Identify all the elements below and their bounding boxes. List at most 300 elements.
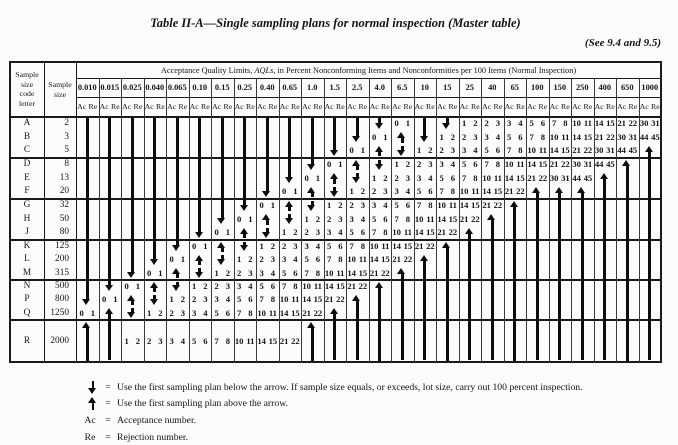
re-value: 15 (291, 307, 300, 318)
ac-value: 7 (304, 267, 309, 278)
ac-value: 7 (236, 307, 242, 318)
aql-banner-suffix: , in Percent Nonconforming Items and Nonconformities per 100 Items (Normal Inspection) (273, 66, 577, 75)
ac-value: 5 (349, 227, 354, 238)
re-value: 22 (493, 200, 503, 210)
ac-value: 1 (281, 227, 287, 238)
ac-value: 0 (101, 294, 107, 305)
ac-value: 10 (347, 254, 356, 265)
re-value: 31 (561, 172, 570, 183)
ac-value: 7 (281, 281, 287, 291)
ac-value: 21 (392, 254, 401, 265)
re-value: 4 (338, 227, 343, 238)
ac-label: Ac (549, 102, 559, 111)
ac-value: 3 (304, 241, 309, 251)
re-value: 8 (360, 241, 366, 251)
sample-size-cell: 2000 (50, 336, 69, 346)
re-label: Re (381, 102, 390, 111)
re-value: 22 (516, 186, 525, 197)
ac-value: 3 (371, 200, 377, 210)
ac-value: 5 (484, 145, 489, 156)
sample-size-cell: 1250 (50, 307, 69, 318)
ac-value: 3 (326, 227, 332, 238)
re-value: 3 (203, 294, 208, 305)
ac-value: 7 (259, 294, 264, 305)
ac-value: 7 (461, 172, 467, 183)
aql-column-header: 15 (443, 83, 452, 92)
ac-label: Ac (459, 102, 469, 111)
ac-value: 5 (214, 307, 219, 318)
re-value: 4 (473, 145, 478, 156)
re-label: Re (313, 102, 323, 111)
re-label: Re (538, 102, 548, 111)
ac-label: Ac (257, 102, 267, 111)
ac-label: Ac (414, 102, 424, 111)
aql-column-header: 0.065 (167, 83, 187, 92)
code-letter-cell: B (23, 131, 31, 142)
ac-value: 3 (416, 172, 422, 183)
ac-value: 5 (506, 131, 512, 142)
ac-label: Ac (437, 102, 447, 111)
ac-value: 21 (347, 281, 356, 291)
re-value: 2 (338, 200, 343, 210)
re-value: 1 (180, 254, 186, 265)
re-value: 31 (628, 131, 638, 142)
ac-value: 5 (281, 267, 287, 278)
ac-value: 30 (572, 159, 581, 169)
re-value: 4 (383, 200, 388, 210)
ac-value: 7 (326, 254, 332, 265)
code-letter-cell: H (23, 213, 31, 224)
sample-size-cell: 32 (59, 200, 69, 210)
re-value: 1 (315, 172, 321, 183)
ac-value: 10 (257, 307, 266, 318)
re-value: 15 (471, 200, 480, 210)
re-label: Re (178, 102, 188, 111)
re-value: 45 (651, 131, 660, 142)
ac-label: Ac (77, 102, 87, 111)
ac-value: 10 (369, 241, 379, 251)
re-label: Re (561, 102, 570, 111)
legend-equals-sign: = (105, 414, 111, 426)
ac-value: 0 (169, 254, 174, 265)
table-title: Table II-A—Single sampling plans for normal inspection (Master table) (150, 16, 521, 30)
ac-value: 21 (324, 294, 334, 305)
aql-column-header: 250 (575, 83, 589, 92)
ac-value: 14 (302, 294, 311, 305)
ac-value: 3 (394, 186, 399, 197)
ac-label: Ac (324, 102, 334, 111)
ac-value: 14 (324, 281, 334, 291)
re-value: 15 (516, 172, 525, 183)
down-arrowhead-icon (88, 388, 96, 394)
ac-value: 10 (279, 294, 289, 305)
ac-value: 21 (527, 172, 536, 183)
re-value: 4 (428, 172, 433, 183)
re-value: 8 (405, 213, 411, 224)
re-label: Re (291, 102, 300, 111)
re-value: 22 (336, 294, 345, 305)
re-value: 8 (473, 172, 478, 183)
ac-value: 21 (482, 200, 491, 210)
ac-value: 44 (617, 145, 626, 156)
aql-column-header: 0.15 (214, 83, 230, 92)
re-value: 11 (246, 336, 255, 346)
sample-size-cell: 800 (55, 294, 69, 305)
legend-equals-sign: = (105, 381, 111, 393)
re-value: 2 (203, 281, 208, 291)
ac-label: Ac (482, 102, 492, 111)
re-value: 6 (428, 186, 433, 197)
re-value: 6 (225, 307, 231, 318)
sample-size-cell: 500 (55, 281, 69, 291)
ac-value: 5 (394, 200, 399, 210)
re-value: 6 (473, 159, 478, 169)
ac-label: Ac (302, 102, 312, 111)
re-value: 22 (426, 241, 435, 251)
re-value: 4 (248, 281, 253, 291)
re-value: 22 (403, 254, 413, 265)
re-value: 6 (203, 336, 208, 346)
re-value: 45 (583, 172, 593, 183)
re-value: 4 (495, 131, 501, 142)
aql-column-header: 0.40 (259, 83, 275, 92)
legend-equals-sign: = (105, 431, 111, 443)
re-value: 4 (203, 307, 208, 318)
re-label: Re (156, 102, 165, 111)
re-value: 15 (606, 118, 615, 128)
re-label: Re (246, 102, 255, 111)
ac-value: 14 (504, 172, 514, 183)
ac-value: 2 (326, 213, 332, 224)
legend-text: Use the first sampling plan above the arrow. (117, 398, 289, 409)
re-value: 3 (405, 172, 411, 183)
ac-label: Ac (347, 102, 357, 111)
ac-value: 2 (169, 307, 174, 318)
re-label: Re (583, 102, 593, 111)
re-value: 22 (313, 307, 323, 318)
re-value: 22 (628, 118, 638, 128)
ac-value: 10 (482, 172, 491, 183)
re-value: 6 (338, 241, 343, 251)
ac-value: 14 (347, 267, 356, 278)
ac-value: 30 (617, 131, 626, 142)
re-value: 3 (338, 213, 343, 224)
re-value: 1 (158, 267, 163, 278)
ac-value: 21 (279, 336, 289, 346)
sample-size-cell: 20 (59, 186, 69, 197)
aql-column-header: 1000 (641, 83, 659, 92)
re-value: 2 (473, 118, 478, 128)
re-label: Re (201, 102, 210, 111)
ac-value: 14 (392, 241, 401, 251)
re-value: 3 (383, 186, 388, 197)
re-value: 15 (313, 294, 323, 305)
ac-value: 10 (234, 336, 244, 346)
ac-label: Ac (279, 102, 289, 111)
ac-value: 2 (349, 200, 354, 210)
re-value: 15 (403, 241, 413, 251)
aql-column-header: 100 (530, 83, 544, 92)
re-value: 11 (291, 294, 300, 305)
ac-value: 2 (439, 145, 444, 156)
ac-value: 3 (281, 254, 287, 265)
re-value: 8 (293, 281, 298, 291)
re-value: 22 (381, 267, 390, 278)
ac-value: 3 (191, 307, 197, 318)
re-value: 2 (405, 159, 411, 169)
aql-column-header: 6.5 (397, 83, 408, 92)
ac-value: 10 (302, 281, 311, 291)
ac-value: 5 (439, 172, 444, 183)
ac-value: 10 (324, 267, 334, 278)
ac-value: 44 (572, 172, 581, 183)
aql-column-header: 10 (420, 83, 429, 92)
sample-size-cell: 50 (59, 213, 69, 224)
aql-column-header: 2.5 (352, 83, 363, 92)
re-value: 11 (268, 307, 277, 318)
ac-value: 21 (617, 118, 626, 128)
re-value: 4 (293, 254, 298, 265)
code-letter-cell: J (25, 227, 29, 238)
sample-size-cell: 125 (55, 241, 69, 251)
ac-value: 3 (214, 294, 219, 305)
re-value: 11 (516, 159, 525, 169)
re-label: Re (111, 102, 120, 111)
ac-value: 14 (549, 145, 559, 156)
re-value: 22 (561, 159, 570, 169)
re-value: 31 (651, 118, 660, 128)
re-label: Re (651, 102, 660, 111)
re-value: 8 (540, 131, 546, 142)
ac-value: 7 (551, 118, 557, 128)
re-value: 11 (493, 172, 502, 183)
ac-value: 7 (214, 336, 219, 346)
legend-text: Use the first sampling plan below the arrow. If sample size equals, or exceeds, lot size, carry out 100 percent inspection. (117, 381, 583, 393)
ac-value: 10 (437, 200, 446, 210)
ac-value: 0 (79, 307, 84, 318)
ac-value: 1 (304, 213, 309, 224)
ac-value: 5 (191, 336, 197, 346)
re-value: 22 (583, 145, 593, 156)
ac-value: 30 (594, 145, 604, 156)
ac-value: 3 (169, 336, 174, 346)
ac-value: 10 (549, 131, 559, 142)
ac-value: 5 (326, 241, 332, 251)
re-value: 15 (336, 281, 345, 291)
re-value: 11 (336, 267, 345, 278)
code-letter-cell: G (23, 200, 31, 210)
re-value: 3 (180, 307, 186, 318)
ac-value: 1 (146, 307, 152, 318)
legend-text: Rejection number. (117, 431, 189, 443)
re-value: 11 (381, 241, 390, 251)
re-value: 4 (225, 294, 231, 305)
re-value: 3 (270, 254, 276, 265)
code-letter-cell: C (23, 145, 31, 156)
re-value: 2 (225, 267, 231, 278)
ac-value: 2 (461, 131, 467, 142)
sample-size-cell: 3 (64, 131, 69, 142)
sample-size-cell: 200 (55, 254, 69, 265)
ac-value: 1 (371, 172, 377, 183)
re-value: 22 (358, 281, 368, 291)
ac-value: 7 (349, 241, 354, 251)
re-value: 3 (473, 131, 478, 142)
re-value: 8 (518, 145, 523, 156)
ac-value: 30 (639, 118, 649, 128)
code-letter-cell: R (23, 336, 31, 346)
aql-column-header: 40 (488, 83, 497, 92)
re-value: 15 (426, 227, 435, 238)
re-label: Re (88, 102, 98, 111)
ac-value: 44 (594, 159, 604, 169)
re-value: 2 (293, 227, 298, 238)
re-value: 4 (450, 159, 456, 169)
re-value: 2 (158, 307, 163, 318)
re-label: Re (493, 102, 503, 111)
ac-value: 0 (394, 118, 399, 128)
re-value: 4 (405, 186, 411, 197)
re-value: 8 (338, 254, 343, 265)
re-value: 22 (471, 213, 480, 224)
ac-label: Ac (122, 102, 132, 111)
code-letter-cell: E (24, 172, 30, 183)
ac-value: 2 (371, 186, 377, 197)
aql-column-header: 0.10 (192, 83, 208, 92)
re-value: 1 (225, 227, 231, 238)
aql-banner-prefix: Acceptance Quality Limits, (160, 66, 255, 75)
re-value: 22 (291, 336, 300, 346)
ac-value: 0 (349, 145, 354, 156)
re-value: 1 (405, 118, 411, 128)
ac-label: Ac (369, 102, 379, 111)
sample-size-code-letter-header: letter (18, 98, 36, 108)
aql-banner-italic: AQLs (254, 66, 274, 75)
ac-value: 14 (572, 131, 581, 142)
aql-column-header: 65 (510, 83, 519, 92)
re-value: 1 (360, 145, 366, 156)
ac-value: 7 (506, 145, 512, 156)
ac-value: 0 (326, 159, 332, 169)
re-value: 3 (495, 118, 501, 128)
re-value: 6 (383, 213, 388, 224)
re-value: 8 (495, 159, 501, 169)
aql-column-header: 650 (620, 83, 634, 92)
ac-value: 2 (394, 172, 399, 183)
sample-size-header: Sample (48, 80, 72, 89)
code-letter-cell: K (23, 241, 31, 251)
ac-value: 3 (236, 281, 242, 291)
re-value: 11 (538, 145, 547, 156)
table-subtitle: (See 9.4 and 9.5) (584, 37, 661, 49)
re-value: 6 (450, 172, 456, 183)
re-value: 11 (448, 200, 457, 210)
ac-value: 14 (437, 213, 446, 224)
ac-value: 21 (504, 186, 514, 197)
ac-label: Ac (504, 102, 514, 111)
re-value: 11 (561, 131, 570, 142)
ac-value: 5 (304, 254, 309, 265)
ac-value: 7 (394, 213, 399, 224)
ac-label: Ac (144, 102, 154, 111)
ac-value: 44 (639, 131, 649, 142)
ac-value: 10 (572, 118, 581, 128)
re-value: 11 (313, 281, 322, 291)
re-value: 8 (248, 307, 253, 318)
re-value: 1 (113, 294, 118, 305)
ac-label: Ac (212, 102, 222, 111)
aql-column-header: 0.025 (122, 83, 142, 92)
code-letter-cell: L (24, 254, 30, 265)
re-label: Re (606, 102, 615, 111)
ac-value: 2 (191, 294, 197, 305)
ac-value: 1 (124, 336, 129, 346)
ac-value: 0 (191, 241, 197, 251)
re-value: 6 (518, 131, 523, 142)
ac-value: 21 (302, 307, 311, 318)
aql-column-header: 1.5 (329, 83, 340, 92)
ac-value: 21 (369, 267, 379, 278)
ac-value: 0 (146, 267, 152, 278)
re-value: 3 (360, 200, 366, 210)
re-value: 1 (135, 281, 141, 291)
ac-value: 3 (439, 159, 444, 169)
ac-value: 1 (259, 241, 264, 251)
ac-value: 21 (437, 227, 446, 238)
re-value: 2 (135, 336, 141, 346)
legend-symbol-label: Ac (84, 414, 96, 426)
re-value: 8 (428, 200, 433, 210)
ac-value: 1 (191, 281, 197, 291)
ac-value: 5 (416, 186, 422, 197)
aql-column-header: 400 (598, 83, 612, 92)
re-value: 2 (180, 294, 186, 305)
ac-value: 3 (259, 267, 264, 278)
re-value: 8 (270, 294, 276, 305)
re-label: Re (516, 102, 525, 111)
ac-value: 1 (461, 118, 467, 128)
re-value: 3 (450, 145, 456, 156)
re-value: 31 (583, 159, 593, 169)
re-value: 2 (360, 186, 366, 197)
re-value: 6 (293, 267, 298, 278)
ac-value: 5 (371, 213, 377, 224)
aql-column-header: 0.040 (145, 83, 165, 92)
sample-size-code-letter-header: size (20, 79, 34, 89)
legend-symbol-label: Re (84, 431, 96, 443)
sample-size-code-letter-header: code (19, 89, 35, 98)
ac-value: 7 (416, 200, 422, 210)
re-value: 2 (248, 254, 253, 265)
re-label: Re (358, 102, 368, 111)
re-value: 6 (315, 254, 321, 265)
re-value: 45 (628, 145, 638, 156)
re-value: 15 (561, 145, 570, 156)
ac-value: 10 (527, 145, 536, 156)
re-value: 2 (383, 172, 388, 183)
re-value: 1 (338, 159, 343, 169)
re-label: Re (471, 102, 480, 111)
re-value: 6 (540, 118, 546, 128)
re-label: Re (426, 102, 435, 111)
re-value: 8 (315, 267, 321, 278)
re-value: 2 (270, 241, 276, 251)
re-value: 6 (495, 145, 501, 156)
ac-value: 10 (392, 227, 401, 238)
ac-label: Ac (594, 102, 604, 111)
re-label: Re (268, 102, 278, 111)
re-value: 3 (315, 227, 321, 238)
